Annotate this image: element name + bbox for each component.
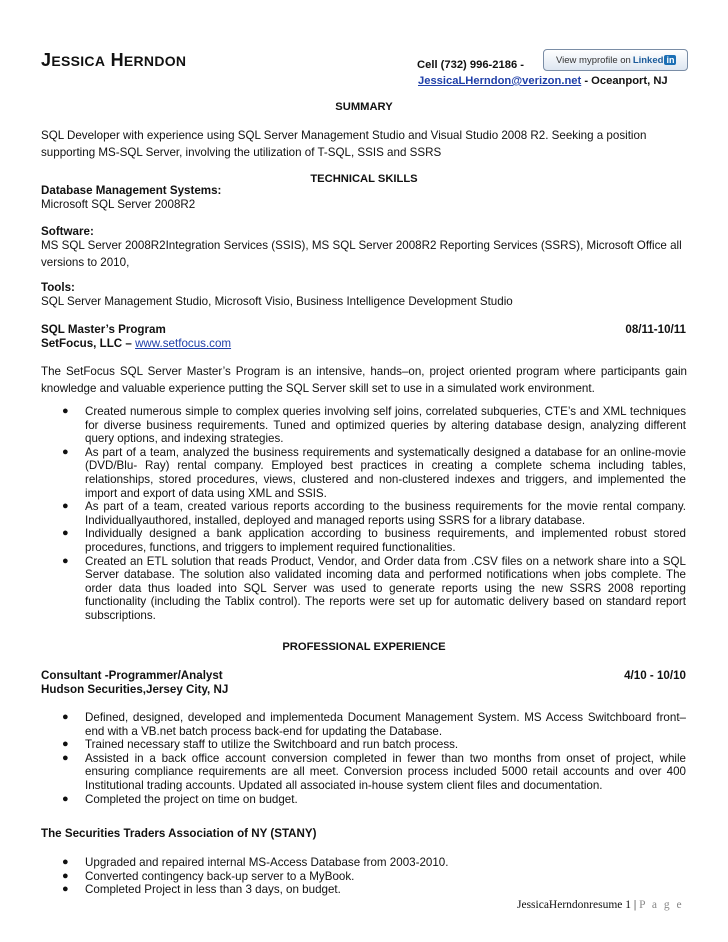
name-first-initial: J <box>41 50 52 70</box>
linkedin-logo-text: Linked <box>632 54 664 66</box>
job1-dates: 4/10 - 10/10 <box>624 669 686 682</box>
job1-title: Consultant -Programmer/Analyst <box>41 669 223 682</box>
masters-program-org <box>41 335 686 352</box>
footer-page-word: P a g e <box>639 899 684 911</box>
bullet-icon: ● <box>62 527 69 540</box>
job2-bullets <box>58 856 686 897</box>
bullet-icon: ● <box>62 751 69 764</box>
bullet-icon: ● <box>62 445 69 458</box>
linkedin-profile-badge[interactable] <box>543 49 688 71</box>
dbms-label: Database Management Systems: <box>41 184 222 197</box>
job2-company: The Securities Traders Association of NY (STANY) <box>41 827 317 840</box>
bullet-icon: ● <box>62 738 69 751</box>
email-location-line <box>418 75 668 87</box>
bullet-icon: ● <box>62 500 69 513</box>
footer-filename: JessicaHerndonresume <box>517 899 623 911</box>
bullet-icon: ● <box>62 554 69 567</box>
summary-heading: SUMMARY <box>335 101 393 113</box>
software-value: MS SQL Server 2008R2Integration Services (SSIS), MS SQL Server 2008R2 Reporting Services (SSRS), Microsoft Office all versions to 2010, <box>41 239 682 269</box>
linkedin-in-icon: in <box>666 55 675 65</box>
footer-separator: | <box>631 899 640 911</box>
list-item: ● Defined, designed, developed and implementeda Document Management System. MS Access Switchboard front–end with a VB.net batch process back-end for updating the Database. <box>62 711 686 738</box>
tools-value: SQL Server Management Studio, Microsoft Visio, Business Intelligence Development Studio <box>41 295 513 308</box>
job1-bullets <box>58 711 686 806</box>
footer-page-number: 1 <box>625 899 632 911</box>
dbms-value: Microsoft SQL Server 2008R2 <box>41 198 196 211</box>
bullet-icon: ● <box>62 405 69 417</box>
candidate-name <box>41 50 186 71</box>
list-item: ● Completed the project on time on budget. <box>62 792 298 806</box>
masters-program-description: The SetFocus SQL Server Master’s Program is an intensive, hands–on, project oriented program where participants gain knowledge and valuable experience putting the SQL Server skill set to use in a simulated work environment. <box>41 365 687 395</box>
masters-program-dates: 08/11-10/11 <box>625 323 686 336</box>
list-item: ● Created numerous simple to complex queries involving self joins, correlated subqueries, CTE’s and XML techniques for diverse business requirements. Tuned and optimized queries by altering database design, analyzing different query options, and indexing strategies. <box>62 405 686 446</box>
org-name: SetFocus, LLC – <box>41 337 136 350</box>
setfocus-link[interactable]: www.setfocus.com <box>135 337 232 350</box>
bullet-icon: ● <box>62 883 69 896</box>
bullet-icon: ● <box>62 869 69 882</box>
name-last-initial: H <box>110 50 124 70</box>
bullet-icon: ● <box>62 792 69 805</box>
list-item: ● Trained necessary staff to utilize the Switchboard and run batch process. <box>62 738 459 752</box>
technical-skills-heading: TECHNICAL SKILLS <box>310 173 418 185</box>
masters-bullets <box>58 405 686 623</box>
list-item: ● Converted contingency back-up server to a MyBook. <box>62 869 355 883</box>
list-item: ● Completed Project in less than 3 days, on budget. <box>62 883 341 897</box>
tools-label: Tools: <box>41 281 75 294</box>
phone-number: Cell (732) 996-2186 - <box>417 59 524 71</box>
list-item: ● Assisted in a back office account conversion completed in fewer than two months from onset of project, while ensuring compliance requirements are all meet. Conversion process included 5000 retail accounts and over 400 Institutional trading accounts. Updated all associated in-house system client files and documentation. <box>62 751 686 792</box>
software-label: Software: <box>41 225 94 238</box>
masters-program-title: SQL Master’s Program <box>41 323 166 336</box>
list-item: ● Created an ETL solution that reads Product, Vendor, and Order data from .CSV files on a network share into a SQL Server database. The solution also validated incoming data and performed notifications when jobs complete. The order data thus loaded into SQL Server was used to generate reports using the new SSRS 2008 reporting functionality (including the Tablix control). The reports were set up for automatic delivery based on standard report subscriptions. <box>62 554 686 622</box>
email-link[interactable]: JessicaLHerndon@verizon.net <box>418 75 582 87</box>
location: - Oceanport, NJ <box>581 75 668 87</box>
job1-company: Hudson Securities,Jersey City, NJ <box>41 683 229 696</box>
bullet-icon: ● <box>62 711 69 723</box>
professional-experience-heading: PROFESSIONAL EXPERIENCE <box>282 641 446 653</box>
name-first-rest: ESSICA <box>51 53 106 69</box>
list-item: ● As part of a team, analyzed the business requirements and systematically designed a database for an online-movie (DVD/Blu- Ray) rental company. Employed best practices in creating a complete schema including tables, relationships, stored procedures, views, clustered and non-clustered indexes and triggers, and implemented the import and export of data using XML and SSIS. <box>62 445 686 500</box>
list-item: ● As part of a team, created various reports according to the business requirements for the movie rental company. Individuallyauthored, installed, deployed and managed reports using SSRS for a library database. <box>62 500 686 527</box>
page-footer <box>517 899 684 911</box>
name-last-rest: ERNDON <box>123 53 187 69</box>
linkedin-badge-text: View myprofile on <box>556 54 631 66</box>
list-item: ● Individually designed a bank application according to business requirements, and implemented robust stored procedures, functions, and triggers to implement required functionalities. <box>62 527 686 554</box>
summary-text: SQL Developer with experience using SQL Server Management Studio and Visual Studio 2008 R2. Seeking a position supporting MS-SQL Server, involving the utilization of T-SQL, SSIS and SSRS <box>41 129 647 159</box>
list-item: ● Upgraded and repaired internal MS-Access Database from 2003-2010. <box>62 856 449 869</box>
bullet-icon: ● <box>62 856 69 868</box>
